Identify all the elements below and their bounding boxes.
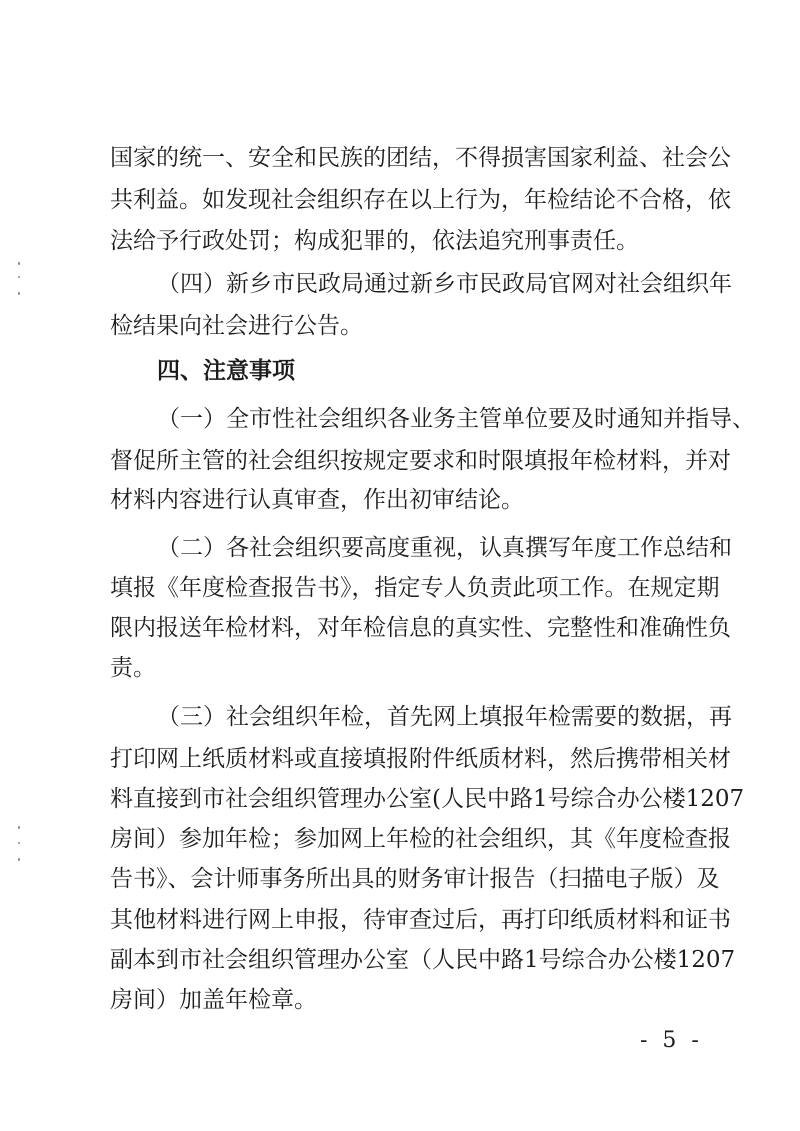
scan-speck: [18, 826, 20, 829]
paragraph-line: 法给予行政处罚；构成犯罪的，依法追究刑事责任。: [110, 228, 639, 254]
paragraph-line: 其他材料进行网上申报，待审查过后，再打印纸质材料和证书: [110, 907, 731, 933]
scan-speck: [18, 842, 20, 844]
paragraph-line: 检结果向社会进行公告。: [110, 313, 363, 339]
paragraph-line: 料直接到市社会组织管理办公室(人民中路1号综合办公楼1207: [110, 786, 745, 812]
scan-speck: [18, 858, 20, 861]
paragraph-line: （二）各社会组织要高度重视，认真撰写年度工作总结和: [157, 535, 732, 561]
scan-speck: [18, 262, 20, 265]
paragraph-line: 打印网上纸质材料或直接填报附件纸质材料，然后携带相关材: [110, 746, 731, 772]
paragraph-line: 限内报送年检材料，对年检信息的真实性、完整性和准确性负: [110, 615, 731, 641]
paragraph-line: 责。: [110, 655, 156, 681]
paragraph-line: 国家的统一、安全和民族的团结，不得损害国家利益、社会公: [110, 145, 731, 171]
paragraph-line: 房间）参加年检；参加网上年检的社会组织，其《年度检查报: [110, 826, 731, 852]
paragraph-line: 共利益。如发现社会组织存在以上行为，年检结论不合格，依: [110, 187, 731, 213]
scan-speck: [18, 292, 20, 295]
page-number: - 5 -: [640, 1028, 703, 1053]
paragraph-line: 督促所主管的社会组织按规定要求和时限填报年检材料，并对: [110, 448, 731, 474]
paragraph-line: 房间）加盖年检章。: [110, 987, 317, 1013]
paragraph-line: 副本到市社会组织管理办公室（人民中路1号综合办公楼1207: [110, 947, 736, 973]
paragraph-line: （一）全市性社会组织各业务主管单位要及时通知并指导、: [157, 406, 755, 432]
paragraph-line: 材料内容进行认真审查，作出初审结论。: [110, 487, 524, 513]
paragraph-line: 填报《年度检查报告书》，指定专人负责此项工作。在规定期: [110, 575, 720, 601]
scan-speck: [18, 276, 20, 278]
paragraph-line: （三）社会组织年检，首先网上填报年检需要的数据，再: [157, 704, 732, 730]
section-heading: 四、注意事项: [157, 358, 295, 384]
paragraph-line: 告书》、会计师事务所出具的财务审计报告（扫描电子版）及: [110, 866, 720, 892]
paragraph-line: （四）新乡市民政局通过新乡市民政局官网对社会组织年: [157, 271, 732, 297]
